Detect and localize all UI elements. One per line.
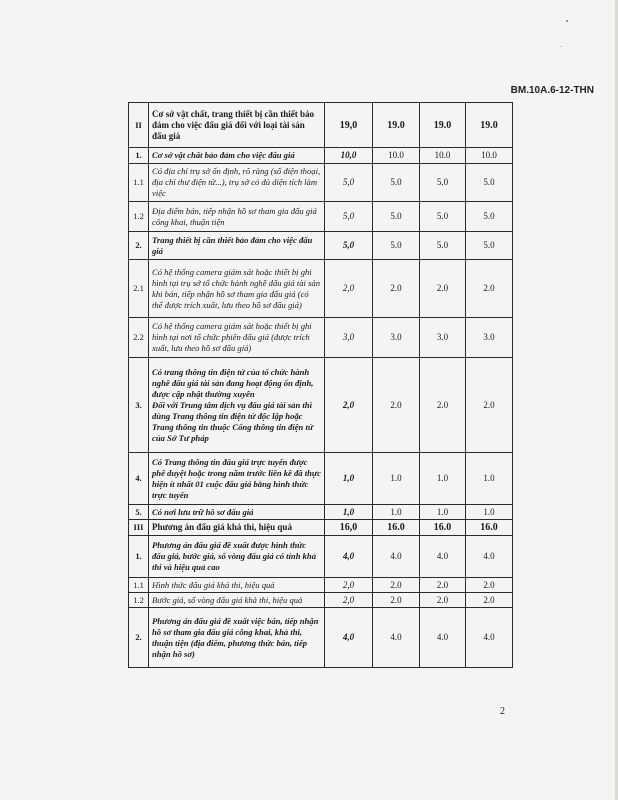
- criterion-description: Cơ sở vật chất bảo đảm cho việc đấu giá: [149, 148, 325, 164]
- score-cell: 1.0: [466, 505, 513, 520]
- score-cell: 3.0: [420, 318, 466, 358]
- page-number: 2: [500, 706, 505, 717]
- score-cell: 10.0: [466, 148, 513, 164]
- scan-speck: [561, 46, 562, 47]
- score-cell: 2.0: [373, 260, 420, 318]
- score-cell: 1.0: [373, 505, 420, 520]
- table-row: [129, 358, 513, 453]
- row-number: 1.: [129, 536, 149, 578]
- row-number: 1.1: [129, 164, 149, 202]
- score-cell: 4,0: [325, 608, 373, 668]
- score-cell: 16.0: [466, 520, 513, 536]
- score-cell: 2.0: [420, 578, 466, 593]
- score-cell: 2,0: [325, 260, 373, 318]
- score-cell: 3,0: [325, 318, 373, 358]
- criterion-description: Trang thiết bị cần thiết bảo đảm cho việc đấu giá: [149, 232, 325, 260]
- row-number: 1.2: [129, 593, 149, 608]
- score-cell: 2.0: [466, 260, 513, 318]
- score-cell: 1,0: [325, 505, 373, 520]
- score-cell: 2,0: [325, 358, 373, 453]
- table-row: [129, 148, 513, 164]
- row-number: 2.1: [129, 260, 149, 318]
- row-number: 4.: [129, 453, 149, 505]
- score-cell: 1.0: [466, 453, 513, 505]
- score-cell: 5.0: [373, 232, 420, 260]
- score-cell: 2.0: [373, 593, 420, 608]
- row-number: II: [129, 103, 149, 148]
- score-cell: 1.0: [373, 453, 420, 505]
- criterion-description: Phương án đấu giá đề xuất việc bán, tiếp nhận hồ sơ tham gia đấu giá công khai, khả thi, thuận tiện (địa điểm, phương thức bán, tiếp nhận hồ sơ): [149, 608, 325, 668]
- score-cell: 5.0: [466, 232, 513, 260]
- score-cell: 5.0: [373, 164, 420, 202]
- score-cell: 16,0: [325, 520, 373, 536]
- score-cell: 19.0: [420, 103, 466, 148]
- score-cell: 2,0: [325, 593, 373, 608]
- score-cell: 2.0: [373, 578, 420, 593]
- score-cell: 2.0: [466, 358, 513, 453]
- criterion-description: Có hệ thống camera giám sát hoặc thiết bị ghi hình tại trụ sở tổ chức hành nghề đấu giá tài sản khi bán, tiếp nhận hồ sơ tham gia đấu giá (có thể được trích xuất, lưu theo hồ sơ đấu giá): [149, 260, 325, 318]
- criterion-description: Có nơi lưu trữ hồ sơ đấu giá: [149, 505, 325, 520]
- score-cell: 1,0: [325, 453, 373, 505]
- table-row: [129, 593, 513, 608]
- score-cell: 5,0: [325, 202, 373, 232]
- row-number: 3.: [129, 358, 149, 453]
- score-cell: 4.0: [466, 608, 513, 668]
- table-row: [129, 103, 513, 148]
- table-row: [129, 578, 513, 593]
- score-cell: 10.0: [420, 148, 466, 164]
- row-number: 2.: [129, 232, 149, 260]
- criterion-description: Có trang thông tin điện tử của tổ chức hành nghề đấu giá tài sản đang hoạt động ổn định, được cập nhật thường xuyên Đối với Trung tâm dịch vụ đấu giá tài sản thì dùng Trang thông tin điện tử độc lập hoặc Trang thông tin thuộc Cổng thông tin điện tử của Sở Tư pháp: [149, 358, 325, 453]
- score-cell: 2.0: [466, 578, 513, 593]
- criterion-description: Bước giá, số vòng đấu giá khả thi, hiệu quả: [149, 593, 325, 608]
- score-cell: 4.0: [466, 536, 513, 578]
- table-row: [129, 520, 513, 536]
- score-cell: 2.0: [420, 593, 466, 608]
- score-cell: 19.0: [466, 103, 513, 148]
- score-cell: 19.0: [373, 103, 420, 148]
- table-row: [129, 164, 513, 202]
- form-code: BM.10A.6-12-THN: [510, 85, 594, 96]
- score-cell: 4.0: [420, 608, 466, 668]
- row-number: 1.1: [129, 578, 149, 593]
- score-cell: 3.0: [466, 318, 513, 358]
- table-row: [129, 608, 513, 668]
- criterion-description: Phương án đấu giá đề xuất được hình thức đấu giá, bước giá, số vòng đấu giá có tính khả thi và hiệu quả cao: [149, 536, 325, 578]
- score-cell: 2,0: [325, 578, 373, 593]
- score-cell: 4.0: [373, 608, 420, 668]
- table-row: [129, 536, 513, 578]
- criterion-description: Cơ sở vật chất, trang thiết bị cần thiết bảo đảm cho việc đấu giá đối với loại tài sản đấu giá: [149, 103, 325, 148]
- criterion-description: Phương án đấu giá khả thi, hiệu quả: [149, 520, 325, 536]
- score-cell: 5.0: [466, 164, 513, 202]
- score-cell: 5.0: [420, 164, 466, 202]
- score-cell: 2.0: [420, 358, 466, 453]
- score-cell: 2.0: [420, 260, 466, 318]
- criterion-description: Có Trang thông tin đấu giá trực tuyến được phê duyệt hoặc trong năm trước liền kề đã thực hiện ít nhất 01 cuộc đấu giá bằng hình thức trực tuyến: [149, 453, 325, 505]
- score-cell: 5.0: [420, 232, 466, 260]
- score-cell: 5.0: [466, 202, 513, 232]
- score-cell: 5.0: [420, 202, 466, 232]
- table-row: [129, 232, 513, 260]
- score-cell: 3.0: [373, 318, 420, 358]
- row-number: 2.: [129, 608, 149, 668]
- score-cell: 16.0: [420, 520, 466, 536]
- score-cell: 16.0: [373, 520, 420, 536]
- score-cell: 2.0: [466, 593, 513, 608]
- scan-speck: [566, 20, 568, 22]
- row-number: 1.: [129, 148, 149, 164]
- table-row: [129, 505, 513, 520]
- table-row: [129, 260, 513, 318]
- score-cell: 4,0: [325, 536, 373, 578]
- row-number: 5.: [129, 505, 149, 520]
- table-row: [129, 453, 513, 505]
- score-cell: 1.0: [420, 453, 466, 505]
- score-cell: 5,0: [325, 164, 373, 202]
- score-cell: 1.0: [420, 505, 466, 520]
- score-cell: 4.0: [373, 536, 420, 578]
- table-row: [129, 202, 513, 232]
- criterion-description: Địa điểm bán, tiếp nhận hồ sơ tham gia đấu giá công khai, thuận tiện: [149, 202, 325, 232]
- criteria-table: [128, 102, 513, 668]
- row-number: III: [129, 520, 149, 536]
- score-cell: 10,0: [325, 148, 373, 164]
- criteria-table-body: [129, 103, 513, 668]
- criterion-description: Có hệ thống camera giám sát hoặc thiết bị ghi hình tại nơi tổ chức phiên đấu giá (được trích xuất, lưu theo hồ sơ đấu giá): [149, 318, 325, 358]
- score-cell: 10.0: [373, 148, 420, 164]
- score-cell: 5.0: [373, 202, 420, 232]
- score-cell: 2.0: [373, 358, 420, 453]
- row-number: 2.2: [129, 318, 149, 358]
- criterion-description: Có địa chỉ trụ sở ổn định, rõ ràng (số điện thoại, địa chỉ thư điện tử...), trụ sở có đủ diện tích làm việc: [149, 164, 325, 202]
- row-number: 1.2: [129, 202, 149, 232]
- score-cell: 4.0: [420, 536, 466, 578]
- table-row: [129, 318, 513, 358]
- score-cell: 5,0: [325, 232, 373, 260]
- criterion-description: Hình thức đấu giá khả thi, hiệu quả: [149, 578, 325, 593]
- score-cell: 19,0: [325, 103, 373, 148]
